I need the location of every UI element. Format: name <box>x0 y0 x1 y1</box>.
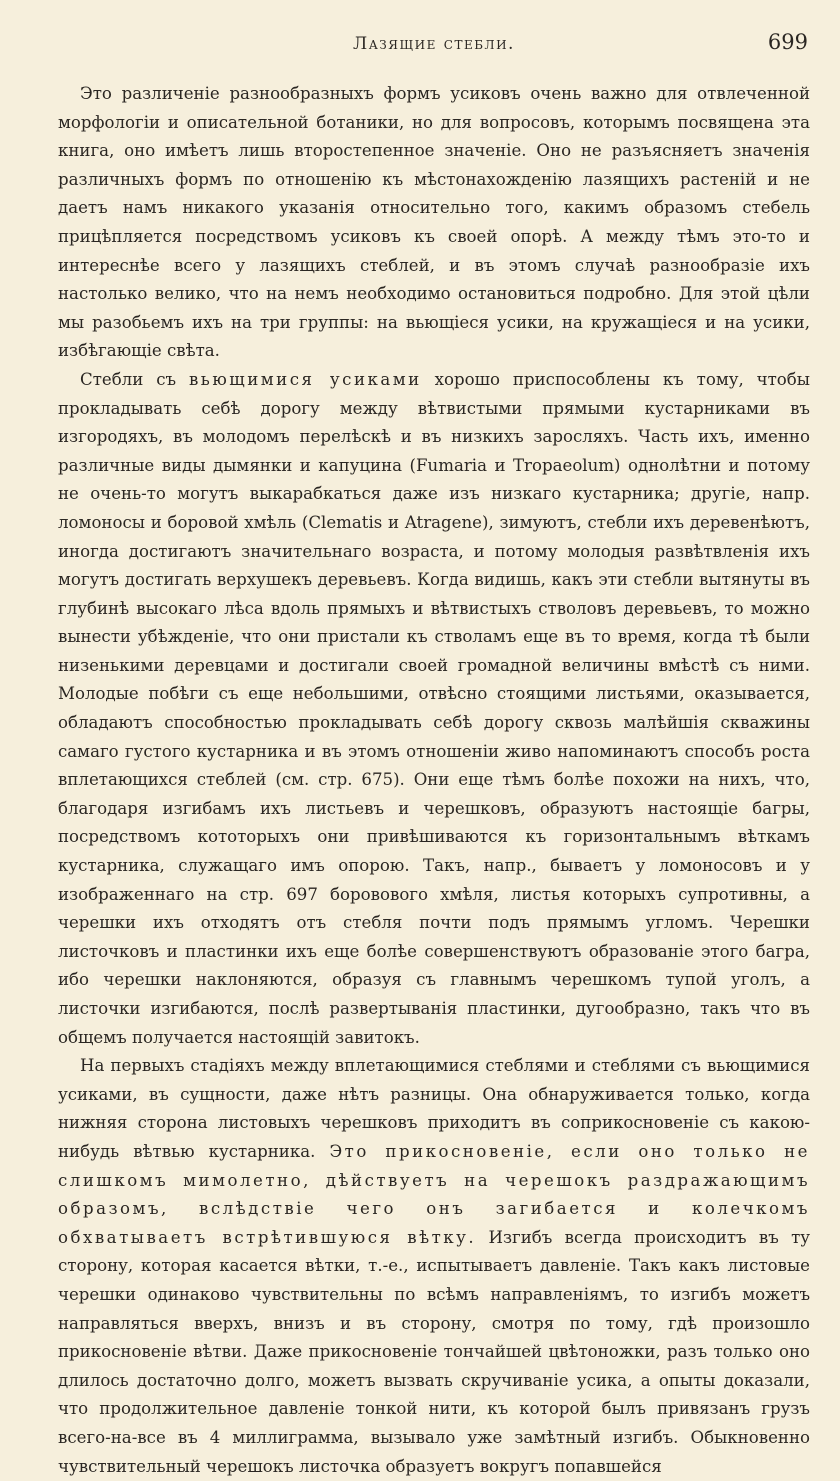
paragraph-3 <box>58 1052 810 1481</box>
paragraph-text: На первыхъ стадіяхъ между вплетающимися стеблями и стеблями съ вьющимися усиками, въ сущности, даже нѣтъ разницы. Она обнаруживается только, когда нижняя сторона листовыхъ черешковъ приходитъ въ соприкосновеніе съ какою-нибудь вѣтвью кустарника. <box>58 1056 810 1161</box>
spaced-emphasis: Это прикосновеніе, если оно только не слишкомъ мимолетно, дѣйствуетъ на черешокъ раздражающимъ образомъ, вслѣдствіе чего онъ загибается и колечкомъ обхватываетъ встрѣтившуюся вѣтку. <box>58 1141 810 1247</box>
page-header <box>58 28 810 64</box>
paragraph-text: Изгибъ всегда происходитъ въ ту сторону, которая касается вѣтки, т.-е., испытываетъ давленіе. Такъ какъ листовые черешки одинаково чувствительны по всѣмъ направленіямъ, то изгибъ можетъ направляться вверхъ, внизъ и въ сторону, смотря по тому, гдѣ произошло прикосновеніе вѣтви. Даже прикосновеніе тончайшей цвѣтоножки, разъ только оно длилось достаточно долго, можетъ вызвать скручиваніе усика, а опыты доказали, что продолжительное давленіе тонкой нити, къ которой былъ привязанъ грузъ всего-на-все въ 4 миллиграмма, вызывало уже замѣтный изгибъ. Обыкновенно чувствительный черешокъ листочка образуетъ вокругъ попавшейся <box>58 1227 811 1476</box>
spaced-emphasis: вьющимися усиками <box>188 369 422 389</box>
paragraph-1 <box>58 80 810 366</box>
page-number: 699 <box>767 30 808 54</box>
paragraph-text: Стебли съ <box>80 369 189 389</box>
paragraph-text: хорошо приспособлены къ тому, чтобы прокладывать себѣ дорогу между вѣтвистыми прямыми кустарниками въ изгородяхъ, въ молодомъ перелѣскѣ и въ низкихъ заросляхъ. Часть ихъ, именно различные виды дымянки и капуцина (Fumaria и Tropaeolum) однолѣтни и потому не очень-то могутъ выкарабкаться даже изъ низкаго кустарника; другіе, напр. ломоносы и боровой хмѣль (Clematis и Atragene), зимуютъ, стебли ихъ деревенѣютъ, иногда достигаютъ значительнаго возраста, и потому молодыя развѣтвленія ихъ могутъ достигать верхушекъ деревьевъ. Когда видишь, какъ эти стебли вытянуты въ глубинѣ высокаго лѣса вдоль прямыхъ и вѣтвистыхъ стволовъ деревьевъ, то можно вынести убѣжденіе, что они пристали къ стволамъ еще въ то время, когда тѣ были низенькими деревцами и достигали своей громадной величины вмѣстѣ съ ними. Молодые побѣги съ еще небольшими, отвѣсно стоящими листьями, оказывается, обладаютъ способностью прокладывать себѣ дорогу сквозь малѣйшія скважины самаго густого кустарника и въ этомъ отношеніи живо напоминаютъ способъ роста вплетающихся стеблей (см. стр. 675). Они еще тѣмъ болѣе похожи на нихъ, что, благодаря изгибамъ ихъ листьевъ и черешковъ, образуютъ настоящіе багры, посредствомъ кототорыхъ они привѣшиваются къ горизонтальнымъ вѣткамъ кустарника, служащаго имъ опорою. Такъ, напр., бываетъ у ломоносовъ и у изображеннаго на стр. 697 боровового хмѣля, листья которыхъ супротивны, а черешки ихъ отходятъ отъ стебля почти подъ прямымъ угломъ. Черешки листочковъ и пластинки ихъ еще болѣе совершенствуютъ образованіе этого багра, ибо черешки наклоняются, образуя съ главнымъ черешкомъ тупой уголъ, а листочки изгибаются, послѣ развертыванія пластинки, дугообразно, такъ что въ общемъ получается настоящій завитокъ. <box>58 369 810 1047</box>
paragraph-2 <box>58 366 810 1052</box>
paragraph-text: Это различеніе разнообразныхъ формъ усиковъ очень важно для отвлеченной морфологіи и описательной ботаники, но для вопросовъ, которымъ посвящена эта книга, оно имѣетъ лишь второстепенное значеніе. Оно не разъясняетъ значенія различныхъ формъ по отношенію къ мѣстонахожденію лазящихъ растеній и не даетъ намъ никакого указанія относительно того, какимъ образомъ стебель прицѣпляется посредствомъ усиковъ къ своей опорѣ. А между тѣмъ это-то и интереснѣе всего у лазящихъ стеблей, и въ этомъ случаѣ разнообразіе ихъ настолько велико, что на немъ необходимо остановиться подробно. Для этой цѣли мы разобьемъ ихъ на три группы: на вьющіеся усики, на кружащіеся и на усики, избѣгающіе свѣта. <box>58 84 810 361</box>
running-title: Лазящие стебли. <box>353 34 515 54</box>
page-body <box>58 80 810 1481</box>
